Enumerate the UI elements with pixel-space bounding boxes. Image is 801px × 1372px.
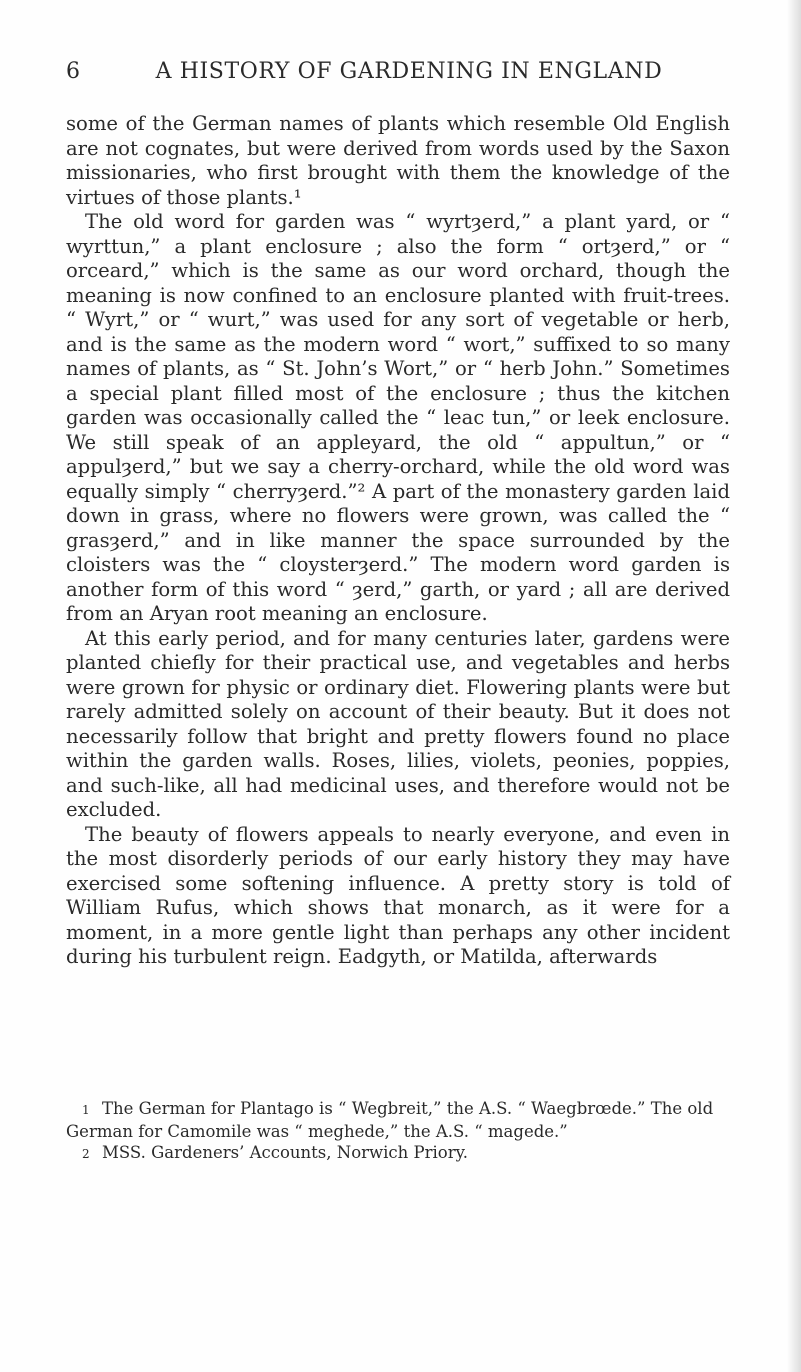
paragraph-beauty-of-flowers: The beauty of flowers appeals to nearly everyone, and even in the most disorderly periods of our early history they may have exercised some softening influence. A pretty story is told of William Rufus, which shows that monarch, as it were for a moment, in a more gentle light than perhaps any other incident during his turbulent reign. Eadgyth, or Matilda, afterwards: [66, 822, 730, 968]
page-edge-shadow: [787, 0, 801, 1372]
paragraph-continued: some of the German names of plants which resemble Old English are not cognates, but were derived from words used by the Saxon missionaries, who first brought with them the knowledge of the virtues of those plants.¹: [66, 112, 730, 209]
running-head: [66, 59, 732, 89]
footnote: [66, 1142, 730, 1165]
footnote: [66, 1098, 730, 1142]
footnote-text: MSS. Gardeners’ Accounts, Norwich Priory.: [102, 1143, 468, 1162]
running-title: A HISTORY OF GARDENING IN ENGLAND: [155, 59, 663, 84]
footnote-marker: 1: [82, 1103, 90, 1117]
paragraph-practical-use: At this early period, and for many centuries later, gardens were planted chiefly for their practical use, and vegetables and herbs were grown for physic or ordinary diet. Flowering plants were but rarely admitted solely on account of their beauty. But it does not necessarily follow that bright and pretty flowers found no place within the garden walls. Roses, lilies, violets, peonies, poppies, and such-like, all had medicinal uses, and therefore would not be excluded.: [66, 626, 730, 821]
footnotes: [66, 1098, 730, 1165]
body-text: [66, 112, 730, 970]
footnote-marker: 2: [82, 1147, 90, 1161]
paragraph-garden-words: The old word for garden was “ wyrtȝerd,” a plant yard, or “ wyrttun,” a plant enclosure ; also the form “ ortȝerd,” or “ orceard,” which is the same as our word orchard, though the meaning is now confined to an enclosure planted with fruit-trees. “ Wyrt,” or “ wurt,” was used for any sort of vegetable or herb, and is the same as the modern word “ wort,” suffixed to so many names of plants, as “ St. John’s Wort,” or “ herb John.” Sometimes a special plant filled most of the enclosure ; thus the kitchen garden was occasionally called the “ leac tun,” or leek enclosure. We still speak of an appleyard, the old “ appultun,” or “ appulȝerd,” but we say a cherry-orchard, while the old word was equally simply “ cherryȝerd.”² A part of the monastery garden laid down in grass, where no flowers were grown, was called the “ grasȝerd,” and in like manner the space surrounded by the cloisters was the “ cloysterȝerd.” The modern word garden is another form of this word “ ȝerd,” garth, or yard ; all are derived from an Aryan root meaning an enclosure.: [66, 210, 730, 625]
page-number: 6: [66, 59, 81, 84]
footnote-text: The German for Plantago is “ Wegbreit,” the A.S. “ Waegbrœde.” The old German for Camomile was “ meghede,” the A.S. “ magede.”: [66, 1099, 714, 1141]
